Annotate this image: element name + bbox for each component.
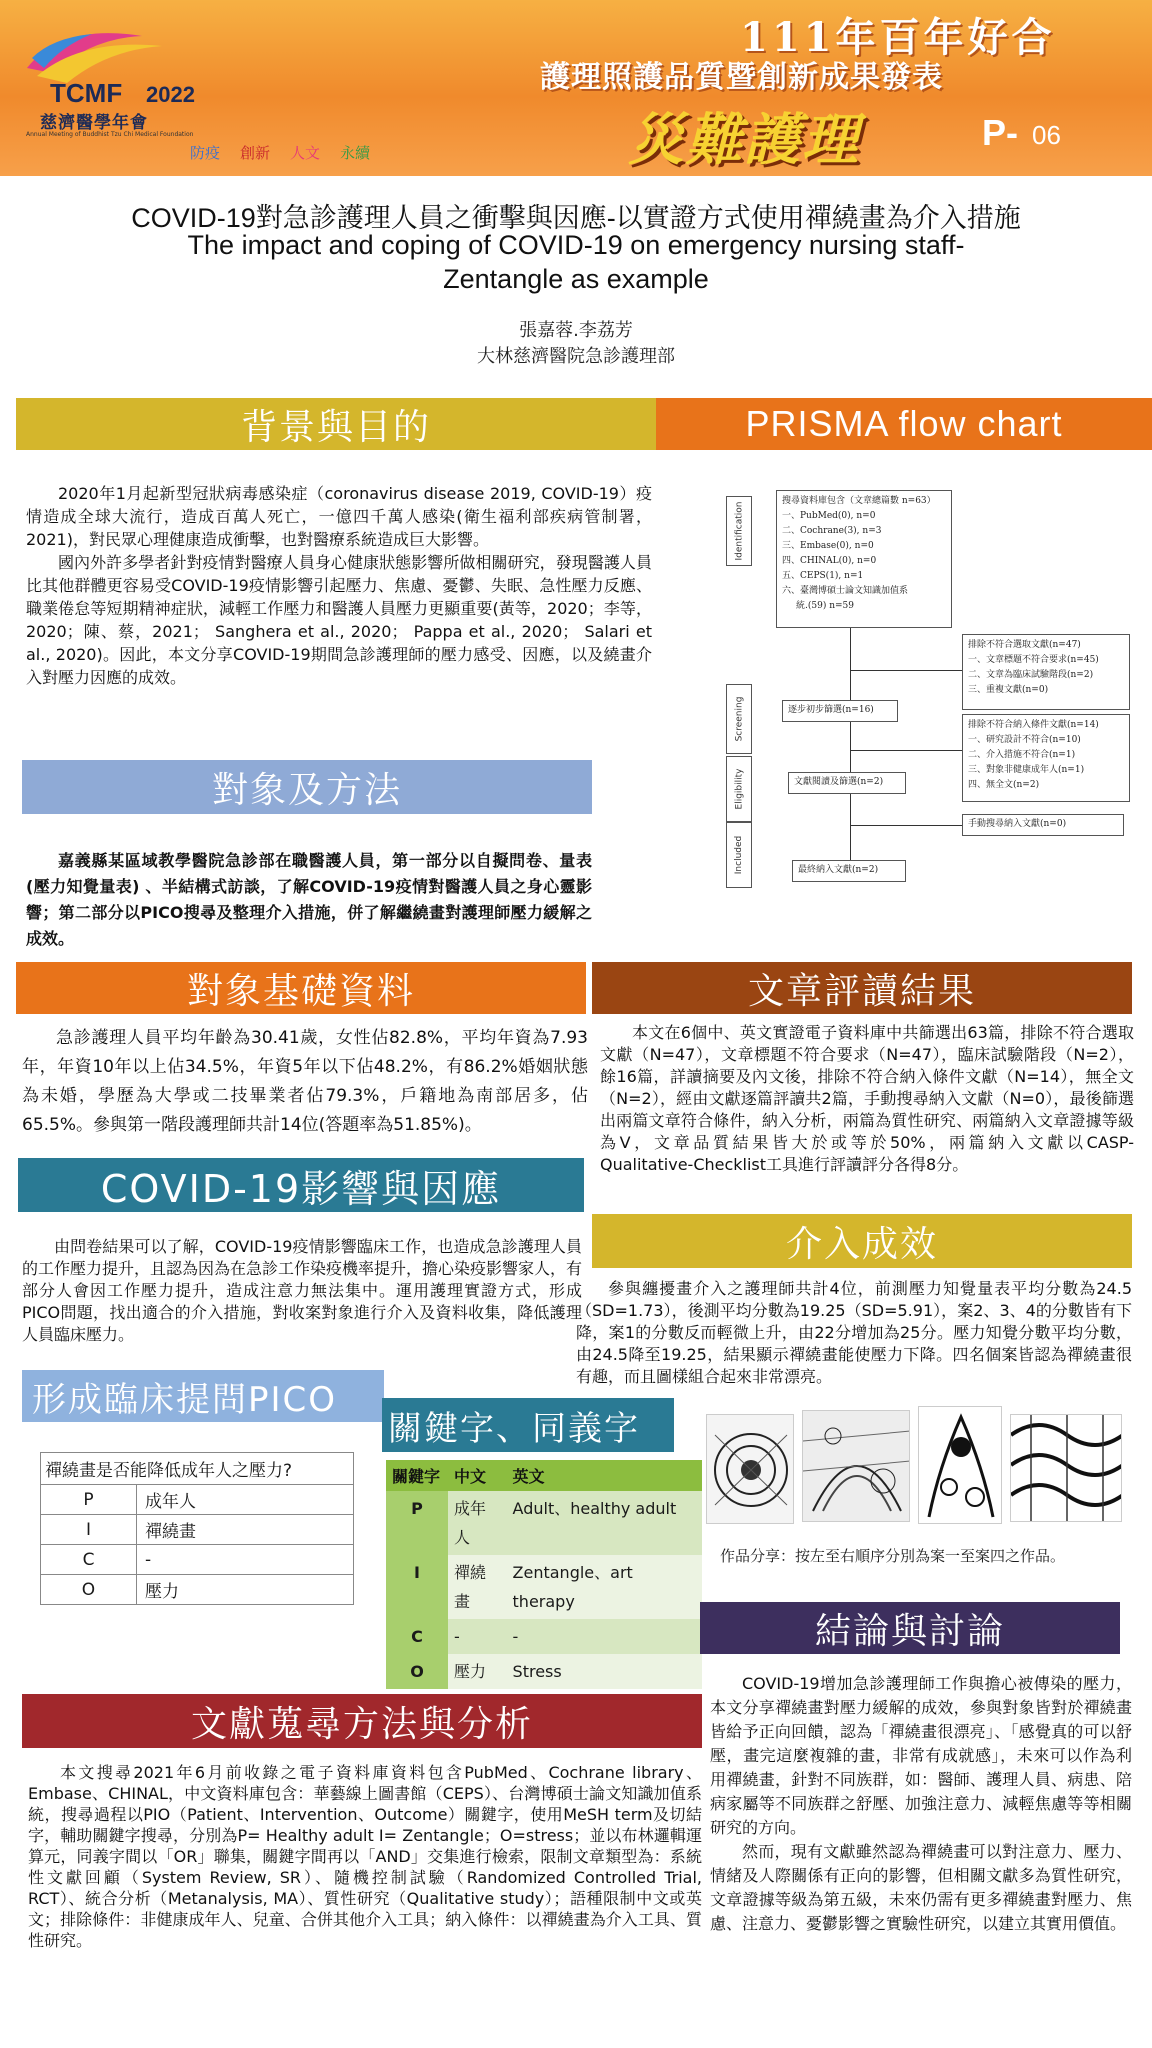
prisma-box-included: 最終納入文獻(n=2) <box>792 860 906 882</box>
pico-question: 禪繞畫是否能降低成年人之壓力? <box>40 1452 354 1484</box>
basics-text <box>22 1024 588 1140</box>
search-text <box>28 1762 702 1951</box>
logo-text: TCMF <box>50 78 123 108</box>
pico-value: 壓力 <box>137 1575 354 1605</box>
pico-value: 禪繞畫 <box>137 1515 354 1545</box>
prisma-box-manual-search: 手動搜尋納入文獻(n=0) <box>962 814 1124 836</box>
section-heading-basics: 對象基礎資料 <box>16 962 586 1014</box>
artwork-image <box>802 1410 910 1522</box>
logo-tag: 人文 <box>290 144 321 162</box>
affiliation: 大林慈濟醫院急診護理部 <box>477 346 675 367</box>
pico-value: 成年人 <box>137 1485 354 1515</box>
logo-tags <box>190 142 370 163</box>
pico-key: O <box>41 1575 137 1605</box>
keyword-chinese: - <box>448 1619 507 1654</box>
artwork-image <box>706 1414 794 1524</box>
prisma-flow-chart <box>726 488 1146 888</box>
paragraph: 2020年1月起新型冠狀病毒感染症（coronavirus disease 2019, COVID-19）疫情造成全球大流行，造成百萬人死亡，一億四千萬人感染(衛生福利部疾病管制署，2021)，對民眾心理健康造成衝擊，也對醫療系統造成巨大影響。 <box>26 484 652 549</box>
paragraph: COVID-19增加急診護理師工作與擔心被傳染的壓力，本文分享禪繞畫對壓力緩解的成效，參與對象皆對於禪繞畫皆給予正向回饋，認為「禪繞畫很漂亮」、「感覺真的可以舒壓，畫完這麼複雜的畫，非常有成就感」，未來可以作為利用禪繞畫，針對不同族群，如：醫師、護理人員、病患、陪病家屬等不同族群之舒壓、加強注意力、減輕焦慮等等相關研究的方向。 <box>710 1674 1132 1837</box>
prisma-box-eligibility: 文獻閱讀及篩選(n=2) <box>788 772 906 794</box>
keyword-chinese: 壓力 <box>448 1654 507 1689</box>
pico-value: - <box>137 1545 354 1575</box>
artwork-caption: 作品分享：按左至右順序分別為案一至案四之作品。 <box>720 1547 1066 1565</box>
section-heading-pico: 形成臨床提問PICO <box>22 1370 384 1422</box>
poster-code-letter: P- <box>982 112 1018 153</box>
prisma-box-identification: 搜尋資料庫包含（文章總篇數 n=63） 一、PubMed(0), n=0 二、Cochrane(3), n=3 三、Embase(0), n=0 四、CHINAL(0), n=0 五、CEPS(1), n=1 六、臺灣博碩士論文知識加值系 統.(59) n=59 <box>776 490 952 628</box>
prisma-phase-label: Screening <box>726 684 752 754</box>
prisma-phase-label: Eligibility <box>726 756 752 822</box>
section-heading-search: 文獻蒐尋方法與分析 <box>22 1694 702 1748</box>
keywords-table-wrap <box>386 1460 702 1689</box>
section-heading-background: 背景與目的 <box>16 398 656 450</box>
keywords-table <box>386 1460 702 1689</box>
poster-code-number: 06 <box>1032 120 1061 150</box>
paragraph: 急診護理人員平均年齡為30.41歲，女性佔82.8%，平均年資為7.93年，年資10年以上佔34.5%，年資5年以下佔48.2%，有86.2%婚姻狀態為未婚，學歷為大學或二技畢業者佔79.3%，戶籍地為南部居多，佔65.5%。參與第一階段護理師共計14位(答題率為51.85%)。 <box>22 1028 588 1135</box>
pico-key: I <box>41 1515 137 1545</box>
prisma-connector <box>850 794 851 860</box>
section-heading-impact: COVID-19影響與因應 <box>18 1158 584 1212</box>
table-row <box>41 1545 354 1575</box>
artwork-image <box>918 1406 1002 1524</box>
prisma-box-screening: 逐步初步篩選(n=16) <box>782 700 898 722</box>
title-english-line1: The impact and coping of COVID-19 on emergency nursing staff- <box>187 230 965 260</box>
outcome-text <box>576 1278 1132 1388</box>
keyword-english: Stress <box>507 1654 702 1689</box>
keyword-english: - <box>507 1619 702 1654</box>
table-row <box>41 1515 354 1545</box>
prisma-phase-label: Identification <box>726 496 752 566</box>
logo-chinese-name: 慈濟醫學年會 <box>40 113 148 133</box>
prisma-connector <box>850 722 851 772</box>
keyword-english: Zentangle、art therapy <box>507 1555 702 1619</box>
paragraph: 本文搜尋2021年6月前收錄之電子資料庫資料包含PubMed、Cochrane library、Embase、CHINAL，中文資料庫包含：華藝線上圖書館（CEPS）、台灣博碩士論文知識加值系統，搜尋過程以PIO（Patient、Intervention、Outcome）關鍵字，使用MeSH term及切結字，輔助關鍵字搜尋，分別為P= Healthy adult I= Zentangle；O=stress；並以布林邏輯運算元，同義字間以「OR」聯集，關鍵字間再以「AND」交集進行檢索，限制文章類型為：系統性文獻回顧（System Review, SR）、隨機控制試驗（Randomized Controlled Trial, RCT）、統合分析（Metanalysis, MA）、質性研究（Qualitative study）；語種限制中文或英文；排除條件：非健康成年人、兒童、合併其他介入工具；納入條件：以禪繞畫為介入工具、質性研究。 <box>28 1763 702 1950</box>
section-heading-outcome: 介入成效 <box>592 1214 1132 1268</box>
header-theme: 災難護理 <box>628 107 860 173</box>
table-header: 關鍵字 <box>386 1460 448 1491</box>
title-chinese: COVID-19對急診護理人員之衝擊與因應-以實證方式使用禪繞畫為介入措施 <box>131 203 1021 233</box>
conclusion-text <box>710 1672 1132 1936</box>
keyword-chinese: 成年人 <box>448 1491 507 1555</box>
prisma-phase-label: Included <box>726 822 752 888</box>
prisma-connector <box>850 825 962 826</box>
review-text <box>600 1022 1134 1176</box>
keyword-code: I <box>386 1555 448 1619</box>
keyword-code: O <box>386 1654 448 1689</box>
artwork-gallery <box>706 1406 1132 1530</box>
paragraph: 參與纏擾畫介入之護理師共計4位，前測壓力知覺量表平均分數為24.5（SD=1.73），後測平均分數為19.25（SD=5.91），案2、3、4的分數皆有下降，案1的分數反而輕微上升，由22分增加為25分。壓力知覺分數平均分數，由24.5降至19.25，結果顯示禪繞畫能使壓力下降。四名個案皆認為禪繞畫很有趣，而且圖樣組合起來非常漂亮。 <box>576 1279 1132 1386</box>
paragraph: 本文在6個中、英文實證電子資料庫中共篩選出63篇，排除不符合選取文獻（N=47），文章標題不符合要求（N=47），臨床試驗階段（N=2），餘16篇，詳讀摘要及內文後，排除不符合納入條件文獻（N=14），無全文（N=2），經由文獻逐篇評讀共2篇，手動搜尋納入文獻（N=0），最後篩選出兩篇文章符合條件，納入分析，兩篇為質性研究、兩篇納入文章證據等級為V，文章品質結果皆大於或等於50%，兩篇納入文獻以CASP-Qualitative-Checklist工具進行評讀評分各得8分。 <box>600 1023 1134 1174</box>
pico-key: C <box>41 1545 137 1575</box>
section-heading-methods: 對象及方法 <box>22 760 592 814</box>
prisma-box-exclusion-2: 排除不符合納入條件文獻(n=14) 一、研究設計不符合(n=10) 二、介入措施不符合(n=1) 三、對象非健康成年人(n=1) 四、無全文(n=2) <box>962 714 1130 802</box>
logo-tag: 創新 <box>240 144 271 162</box>
authors: 張嘉蓉.李荔芳 <box>519 320 633 341</box>
prisma-box-exclusion-1: 排除不符合選取文獻(n=47) 一、文章標題不符合要求(n=45) 二、文章為臨床試驗階段(n=2) 三、重複文獻(n=0) <box>962 634 1130 710</box>
keyword-code: P <box>386 1491 448 1555</box>
table-row <box>386 1555 702 1619</box>
poster-header <box>0 0 1152 176</box>
table-row <box>41 1575 354 1605</box>
prisma-connector <box>850 750 962 751</box>
keyword-english: Adult、healthy adult <box>507 1491 702 1555</box>
logo-subtitle: Annual Meeting of Buddhist Tzu Chi Medical Foundation <box>26 131 194 138</box>
header-title-line2: 護理照護品質暨創新成果發表 <box>540 60 943 95</box>
paragraph: 由問卷結果可以了解，COVID-19疫情影響臨床工作，也造成急診護理人員的工作壓力提升，且認為因為在急診工作染疫機率提升，擔心染疫影響家人，有部分人會因工作壓力提升，造成注意力無法集中。運用護理實證方式，形成PICO問題，找出適合的介入措施，對收案對象進行介入及資料收集，降低護理人員臨床壓力。 <box>22 1237 583 1344</box>
artwork-image <box>1010 1414 1122 1522</box>
prisma-connector <box>850 670 962 671</box>
section-heading-conclusion: 結論與討論 <box>700 1602 1120 1654</box>
pico-table <box>40 1484 354 1605</box>
paragraph: 嘉義縣某區域教學醫院急診部在職醫護人員，第一部分以自擬問卷、量表(壓力知覺量表) 、半結構式訪談，了解COVID-19疫情對醫護人員之身心靈影響；第二部分以PICO搜尋及整理介入措施，併了解繼繞畫對護理師壓力緩解之成效。 <box>26 851 592 948</box>
logo-tag: 永續 <box>340 144 371 162</box>
table-row <box>41 1485 354 1515</box>
keyword-chinese: 禪繞畫 <box>448 1555 507 1619</box>
background-text <box>26 482 652 689</box>
table-row <box>386 1654 702 1689</box>
section-heading-review: 文章評讀結果 <box>592 962 1132 1014</box>
table-header: 中文 <box>448 1460 507 1491</box>
logo-year: 2022 <box>146 82 195 107</box>
pico-key: P <box>41 1485 137 1515</box>
table-row <box>386 1619 702 1654</box>
paragraph: 國內外許多學者針對疫情對醫療人員身心健康狀態影響所做相關研究，發現醫護人員比其他群體更容易受COVID-19疫情影響引起壓力、焦慮、憂鬱、失眠、急性壓力反應、職業倦怠等短期精神症狀，減輕工作壓力和醫護人員壓力更顯重要(黃等，2020；李等，2020；陳、蔡，2021； Sanghera et al., 2020； Pappa et al., 2020； Salari et al., 2020)。因此，本文分享COVID-19期間急診護理師的壓力感受、因應，以及繞畫介入對壓力因應的成效。 <box>26 553 652 687</box>
header-title-line1: 111年百年好合 <box>740 14 1056 61</box>
section-heading-prisma: PRISMA flow chart <box>656 398 1152 450</box>
section-heading-keywords: 關鍵字、同義字 <box>382 1398 674 1452</box>
logo-tag: 防疫 <box>190 144 221 162</box>
keyword-code: C <box>386 1619 448 1654</box>
title-english-line2: Zentangle as example <box>443 264 709 294</box>
table-header: 英文 <box>507 1460 702 1491</box>
paragraph: 然而，現有文獻雖然認為禪繞畫可以對注意力、壓力、情緒及人際關係有正向的影響，但相關文獻多為質性研究，文章證據等級為第五級，未來仍需有更多禪繞畫對壓力、焦慮、注意力、憂鬱影響之實驗性研究，以建立其實用價值。 <box>710 1842 1132 1933</box>
impact-text <box>22 1236 582 1346</box>
prisma-connector <box>850 628 851 700</box>
table-row <box>386 1491 702 1555</box>
pico-table-wrap <box>40 1452 354 1605</box>
methods-text <box>26 848 592 952</box>
